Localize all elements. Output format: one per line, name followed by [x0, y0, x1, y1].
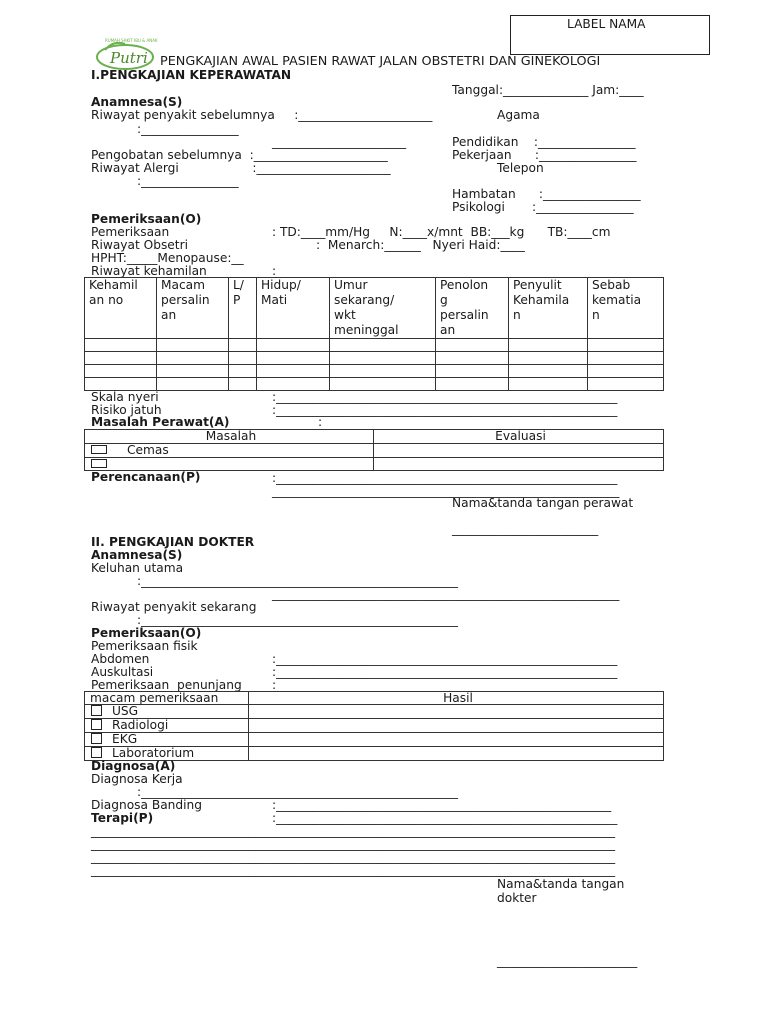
- col-hasil: Hasil: [249, 692, 664, 705]
- label-nama-text: LABEL NAMA: [567, 17, 646, 31]
- terapi-line-1[interactable]: ______________________________________________________________________________________: [91, 824, 616, 838]
- dokter-pemeriksaan-heading: Pemeriksaan(O): [91, 626, 202, 640]
- keluhan-label: Keluhan utama: [91, 561, 184, 575]
- riwayat-sekarang-field[interactable]: :____________________________________________________: [137, 613, 458, 627]
- diagnosa-banding-label: Diagnosa Banding: [91, 798, 202, 812]
- col-penolong: Penolon g persalin an: [436, 278, 509, 339]
- pemeriksaan-heading: Pemeriksaan(O): [91, 212, 202, 226]
- pendidikan-field[interactable]: Pendidikan :________________: [452, 135, 636, 149]
- alergi-field[interactable]: Riwayat Alergi :______________________: [91, 161, 391, 175]
- col-lp: L/ P: [229, 278, 257, 339]
- table-row[interactable]: [85, 352, 664, 365]
- col-kehamilan-no: Kehamil an no: [85, 278, 157, 339]
- dokter-signature-line[interactable]: _______________________: [497, 954, 638, 968]
- section-2-heading: II. PENGKAJIAN DOKTER: [91, 535, 255, 549]
- perawat-signature-line[interactable]: ________________________: [452, 522, 599, 536]
- keluhan-field[interactable]: :____________________________________________________: [137, 574, 458, 588]
- perencanaan-field-2[interactable]: _________________________________________________________: [272, 484, 620, 498]
- cemas-label: Cemas: [127, 443, 169, 457]
- diagnosa-heading: Diagnosa(A): [91, 759, 176, 773]
- page-title: PENGKAJIAN AWAL PASIEN RAWAT JALAN OBSTETRI DAN GINEKOLOGI: [160, 54, 601, 69]
- penunjang-label: Pemeriksaan penunjang: [91, 678, 242, 692]
- hpht-field[interactable]: HPHT:_____Menopause:__: [91, 251, 244, 265]
- obsetri-label: Riwayat Obsetri: [91, 238, 188, 252]
- pekerjaan-field[interactable]: Pekerjaan :________________: [452, 148, 637, 162]
- usg-checkbox[interactable]: [91, 705, 102, 716]
- table-row[interactable]: [85, 378, 664, 391]
- blank-line: ______________________: [272, 135, 407, 149]
- telepon-field[interactable]: :________________: [137, 174, 239, 188]
- terapi-line-4[interactable]: ______________________________________________________________________________________: [91, 863, 616, 877]
- riwayat-penyakit-field[interactable]: Riwayat penyakit sebelumnya :______________________: [91, 108, 433, 122]
- lab-checkbox[interactable]: [91, 747, 102, 758]
- telepon-label: Telepon: [497, 161, 544, 175]
- masalah-heading: Masalah Perawat(A): [91, 415, 230, 429]
- ekg-checkbox[interactable]: [91, 733, 102, 744]
- masalah-table: [84, 429, 664, 471]
- table-row[interactable]: [85, 733, 664, 747]
- vitals-field[interactable]: : TD:____mm/Hg N:____x/mnt BB:___kg TB:____cm: [272, 225, 611, 239]
- terapi-line-2[interactable]: ______________________________________________________________________________________: [91, 837, 616, 851]
- anamnesa-heading: Anamnesa(S): [91, 95, 183, 109]
- kehamilan-label: Riwayat kehamilan: [91, 264, 207, 278]
- auskultasi-field[interactable]: :________________________________________________________: [272, 665, 618, 679]
- terapi-heading: Terapi(P): [91, 811, 154, 825]
- radiologi-checkbox[interactable]: [91, 719, 102, 730]
- skala-nyeri-field[interactable]: :________________________________________________________: [272, 390, 618, 404]
- col-macam-pemeriksaan: macam pemeriksaan: [85, 692, 249, 705]
- col-masalah: Masalah: [85, 430, 374, 444]
- table-row[interactable]: [85, 339, 664, 352]
- diagnosa-banding-field[interactable]: :_______________________________________________________: [272, 798, 612, 812]
- auskultasi-label: Auskultasi: [91, 665, 154, 679]
- exam-laboratorium: Laboratorium: [112, 746, 195, 761]
- col-evaluasi: Evaluasi: [374, 430, 664, 444]
- perencanaan-field[interactable]: :________________________________________________________: [272, 471, 618, 485]
- blank-checkbox[interactable]: [91, 459, 107, 468]
- skala-nyeri-label: Skala nyeri: [91, 390, 159, 404]
- logo-small-text: RUMAH SAKIT IBU & ANAK: [105, 38, 158, 43]
- exam-table: [84, 691, 664, 761]
- pregnancy-history-table: [84, 277, 664, 391]
- exam-ekg: EKG: [112, 732, 138, 747]
- col-sebab: Sebab kematia n: [588, 278, 664, 339]
- logo-text: Putri: [110, 49, 148, 67]
- perawat-signature-label: Nama&tanda tangan perawat: [452, 496, 634, 510]
- table-row[interactable]: [85, 365, 664, 378]
- abdomen-label: Abdomen: [91, 652, 150, 666]
- perencanaan-heading: Perencanaan(P): [91, 470, 201, 484]
- exam-radiologi: Radiologi: [112, 718, 169, 733]
- agama-label: Agama: [497, 108, 540, 122]
- psikologi-field[interactable]: Psikologi :________________: [452, 200, 634, 214]
- dokter-signature-label: Nama&tanda tangan dokter: [497, 877, 625, 905]
- abdomen-field[interactable]: :________________________________________________________: [272, 652, 618, 666]
- table-row[interactable]: [85, 444, 664, 458]
- obsetri-field[interactable]: : Menarch:______ Nyeri Haid:____: [316, 238, 525, 252]
- hospital-logo: [95, 36, 159, 72]
- col-penyulit: Penyulit Kehamila n: [509, 278, 588, 339]
- exam-usg: USG: [112, 704, 139, 719]
- fisik-label: Pemeriksaan fisik: [91, 639, 198, 653]
- pengobatan-field[interactable]: Pengobatan sebelumnya :______________________: [91, 148, 388, 162]
- col-macam-persalinan: Macam persalin an: [157, 278, 229, 339]
- diagnosa-kerja-label: Diagnosa Kerja: [91, 772, 183, 786]
- terapi-line-3[interactable]: ______________________________________________________________________________________: [91, 850, 616, 864]
- table-row[interactable]: [85, 705, 664, 719]
- dokter-anamnesa-heading: Anamnesa(S): [91, 548, 183, 562]
- cemas-checkbox[interactable]: [91, 445, 107, 454]
- diagnosa-kerja-field[interactable]: :____________________________________________________: [137, 785, 458, 799]
- risiko-jatuh-field[interactable]: :________________________________________________________: [272, 403, 618, 417]
- col-umur: Umur sekarang/ wkt meninggal: [330, 278, 436, 339]
- penunjang-colon: :: [272, 678, 277, 692]
- riwayat-sekarang-label: Riwayat penyakit sekarang: [91, 600, 257, 614]
- masalah-colon: :: [318, 415, 323, 429]
- tanggal-field[interactable]: Tanggal:______________ Jam:____: [452, 83, 644, 97]
- section-1-heading: I.PENGKAJIAN KEPERAWATAN: [91, 68, 292, 82]
- agama-field[interactable]: :________________: [137, 122, 239, 136]
- table-row[interactable]: [85, 719, 664, 733]
- table-row[interactable]: [85, 458, 664, 471]
- keluhan-field-2[interactable]: _________________________________________________________: [272, 587, 620, 601]
- terapi-field[interactable]: :________________________________________________________: [272, 811, 618, 825]
- risiko-jatuh-label: Risiko jatuh: [91, 403, 162, 417]
- pemeriksaan-label: Pemeriksaan: [91, 225, 170, 239]
- col-hidup-mati: Hidup/ Mati: [257, 278, 330, 339]
- hambatan-field[interactable]: Hambatan :________________: [452, 187, 641, 201]
- kehamilan-colon: :: [272, 264, 277, 278]
